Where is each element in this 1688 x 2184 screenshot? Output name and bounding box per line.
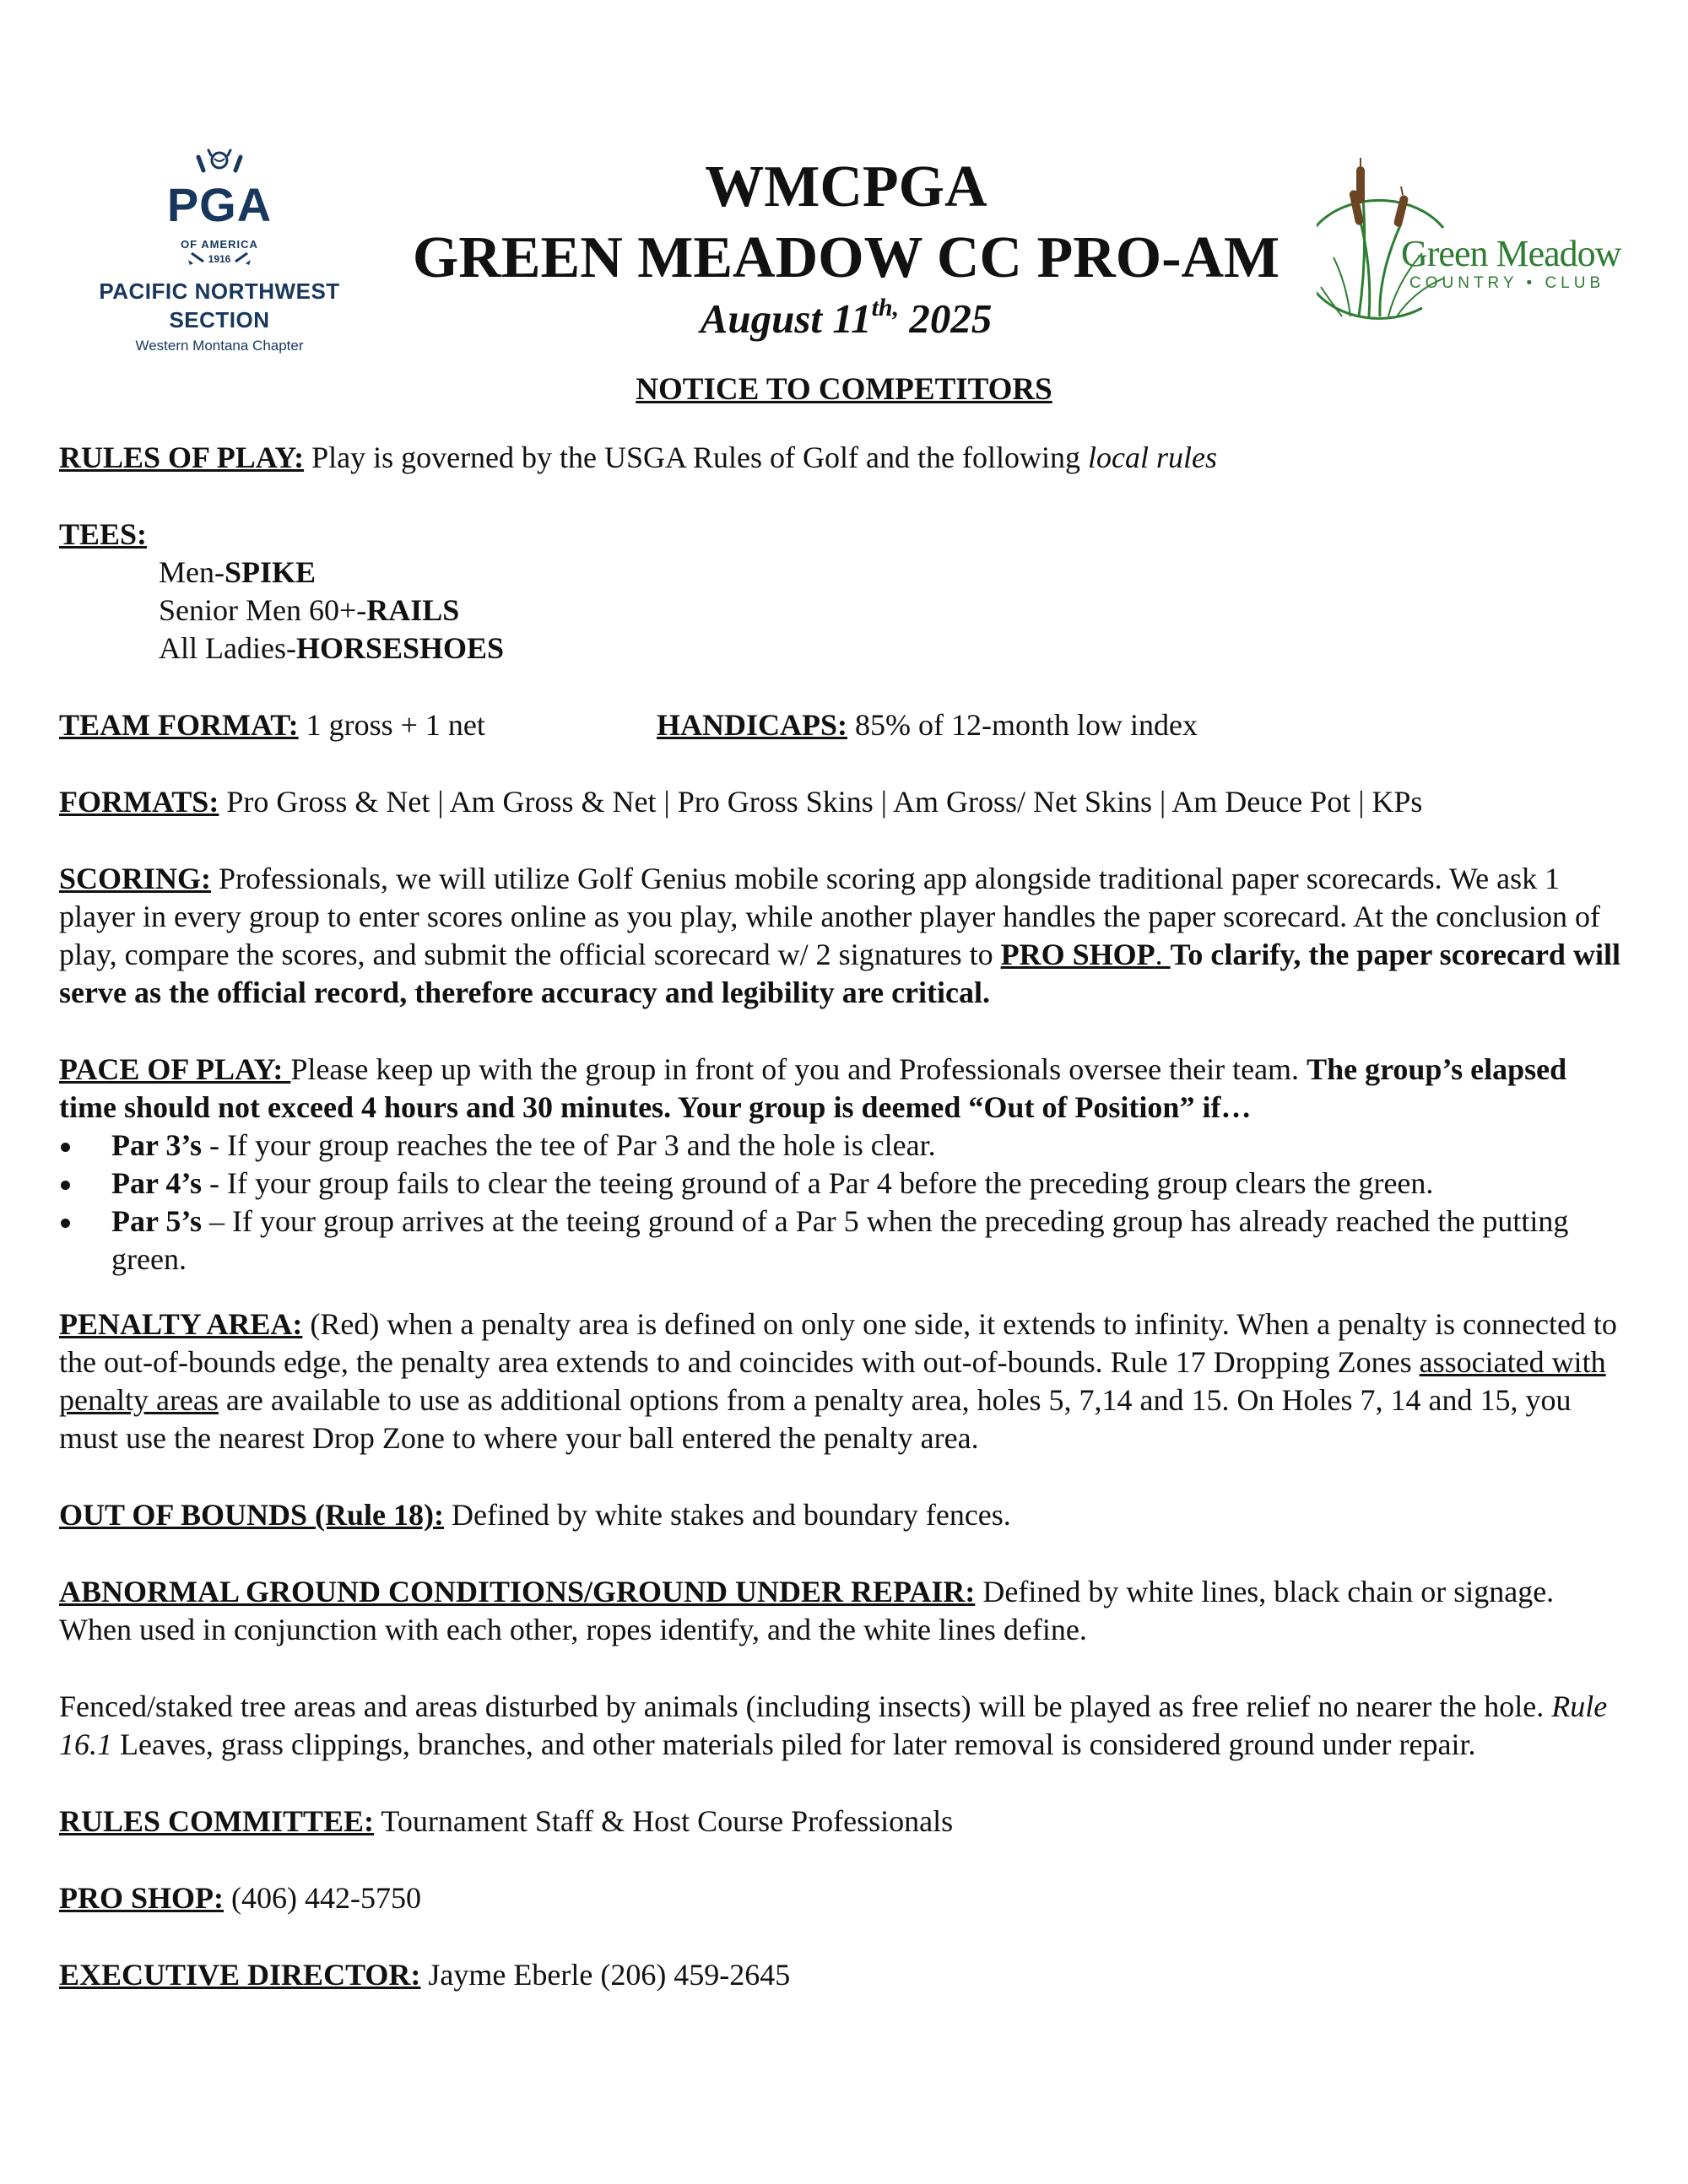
rules-of-play-text: Play is governed by the USGA Rules of Golf and the following: [304, 441, 1088, 474]
out-of-bounds-label: OUT OF BOUNDS (Rule 18):: [59, 1498, 445, 1532]
tees-label: TEES:: [59, 517, 148, 551]
green-meadow-logo: [1317, 148, 1654, 333]
event-title-block: [388, 152, 1304, 344]
pga-wordmark: PGA: [166, 178, 273, 231]
handicaps: HANDICAPS: 85% of 12-month low index: [657, 708, 1198, 742]
pga-chapter: Western Montana Chapter: [135, 338, 304, 354]
event-title-line2: GREEN MEADOW CC PRO-AM: [412, 225, 1280, 290]
pace-of-play-section: [59, 1051, 1629, 1279]
bullet-icon: [61, 1143, 70, 1152]
penalty-area-section: PENALTY AREA: (Red) when a penalty area is defined on only one side, it extends to infinity. When a penalty is connected to the out-of-bounds edge, the penalty area extends to and coincides with out-of-bounds. Rule 17 Dropping Zones associated with penalty areas are available to use as additional options from a penalty area, holes 5, 7,14 and 15. On Holes 7, 14 and 15, you must use the nearest Drop Zone to where your ball entered the penalty area.: [59, 1307, 1617, 1455]
rule-reference: Rule 16.1: [59, 1689, 1608, 1761]
scoring-text: Professionals, we will utilize Golf Genius mobile scoring app alongside traditional paper scorecards. We ask 1 player in every group to enter scores online as you play, while another player handles the paper scorecard. At the conclusion of play, compare the scores, and submit the official scorecard w/ 2 signatures to: [59, 862, 1601, 971]
pga-section-line1: PACIFIC NORTHWEST: [99, 278, 340, 304]
tee-item-ladies: All Ladies-HORSESHOES: [159, 631, 505, 665]
scoring-official-record: To clarify, the paper scorecard will serve as the official record, therefore accuracy and legibility are critical.: [59, 938, 1620, 1009]
team-format: TEAM FORMAT: 1 gross + 1 net: [59, 708, 485, 742]
golf-clubs-icon: [80, 250, 359, 267]
abnormal-ground-text: Defined by white lines, black chain or signage. When used in conjunction with each other, ropes identify, and the white lines define.: [59, 1575, 1555, 1646]
pace-of-play-bullets: [59, 1127, 1629, 1279]
scoring-label: SCORING:: [59, 862, 212, 895]
notice-heading: NOTICE TO COMPETITORS: [636, 372, 1052, 407]
event-date: August $11^{th,}$ 2025: [700, 294, 993, 342]
bullet-icon: [61, 1181, 70, 1190]
tees-section: [59, 516, 1629, 668]
pga-year: 1916: [208, 253, 231, 265]
pga-pacific-northwest-logo: [80, 145, 359, 365]
local-rules-text: local rules: [1087, 441, 1217, 474]
pro-shop-phone: (406) 442-5750: [224, 1881, 421, 1915]
formats-text: Pro Gross & Net | Am Gross & Net | Pro Gross Skins | Am Gross/ Net Skins | Am Deuce Pot | KPs: [219, 785, 1423, 819]
abnormal-ground-label: ABNORMAL GROUND CONDITIONS/GROUND UNDER REPAIR:: [59, 1575, 976, 1608]
pace-of-play-text: Please keep up with the group in front of you and Professionals oversee their team.: [290, 1052, 1307, 1086]
out-of-bounds-text: Defined by white stakes and boundary fences.: [444, 1498, 1011, 1532]
scoring-section: SCORING: Professionals, we will utilize Golf Genius mobile scoring app alongside traditional paper scorecards. We ask 1 player in every group to enter scores online as you play, while another player handles the paper scorecard. At the conclusion of play, compare the scores, and submit the official scorecard w/ 2 signatures to PRO SHOP. To clarify, the paper scorecard will serve as the official record, therefore accuracy and legibility are critical.: [59, 862, 1620, 1009]
list-item: Par 4’s - If your group fails to clear the teeing ground of a Par 4 before the preceding group clears the green.: [59, 1165, 1629, 1203]
rules-of-play-section: [59, 439, 1629, 477]
formats-section: [59, 783, 1629, 821]
pro-shop-label: PRO SHOP:: [59, 1881, 224, 1915]
pace-of-play-label: PACE OF PLAY:: [59, 1052, 291, 1086]
executive-director-contact: Jayme Eberle (206) 459-2645: [420, 1958, 791, 1992]
executive-director-label: EXECUTIVE DIRECTOR:: [59, 1958, 421, 1992]
scoring-pro-shop: PRO SHOP: [1000, 938, 1155, 971]
notice-body: [59, 439, 1629, 2033]
rules-committee-section: [59, 1803, 1629, 1841]
tee-item-senior-men: Senior Men 60+-RAILS: [159, 593, 460, 627]
list-item: Par 5’s – If your group arrives at the teeing ground of a Par 5 when the preceding group has already reached the putting green.: [59, 1203, 1629, 1279]
tees-list: [159, 554, 1629, 668]
pace-of-play-bold: The group’s elapsed time should not exceed 4 hours and 30 minutes. Your group is deemed “Out of Position” if…: [59, 1052, 1567, 1124]
tee-item-men: Men-SPIKE: [159, 555, 316, 589]
green-meadow-name: Green Meadow: [1401, 233, 1621, 274]
executive-director-section: [59, 1956, 1629, 1994]
team-format-handicaps-row: [59, 706, 1629, 744]
pga-section-line2: SECTION: [169, 307, 270, 332]
pro-shop-section: [59, 1879, 1629, 1917]
rules-committee-label: RULES COMMITTEE:: [59, 1804, 375, 1838]
abnormal-ground-section: [59, 1573, 1629, 1649]
event-title-line1: WMCPGA: [705, 154, 987, 219]
formats-label: FORMATS:: [59, 785, 219, 819]
rules-of-play-label: RULES OF PLAY:: [59, 441, 305, 474]
list-item: Par 3’s - If your group reaches the tee of Par 3 and the hole is clear.: [59, 1127, 1629, 1165]
fenced-areas-section: Fenced/staked tree areas and areas disturbed by animals (including insects) will be played as free relief no nearer the hole. Rule 16.1 Leaves, grass clippings, branches, and other materials piled for later removal is considered ground under repair.: [59, 1689, 1608, 1761]
out-of-bounds-section: [59, 1496, 1629, 1534]
bullet-icon: [61, 1219, 70, 1228]
penalty-area-link-text: associated with penalty areas: [59, 1345, 1606, 1417]
penalty-area-label: PENALTY AREA:: [59, 1307, 303, 1341]
green-meadow-subtitle: COUNTRY • CLUB: [1409, 274, 1605, 292]
pga-of-america: OF AMERICA: [181, 238, 258, 251]
rules-committee-text: Tournament Staff & Host Course Professionals: [374, 1804, 954, 1838]
